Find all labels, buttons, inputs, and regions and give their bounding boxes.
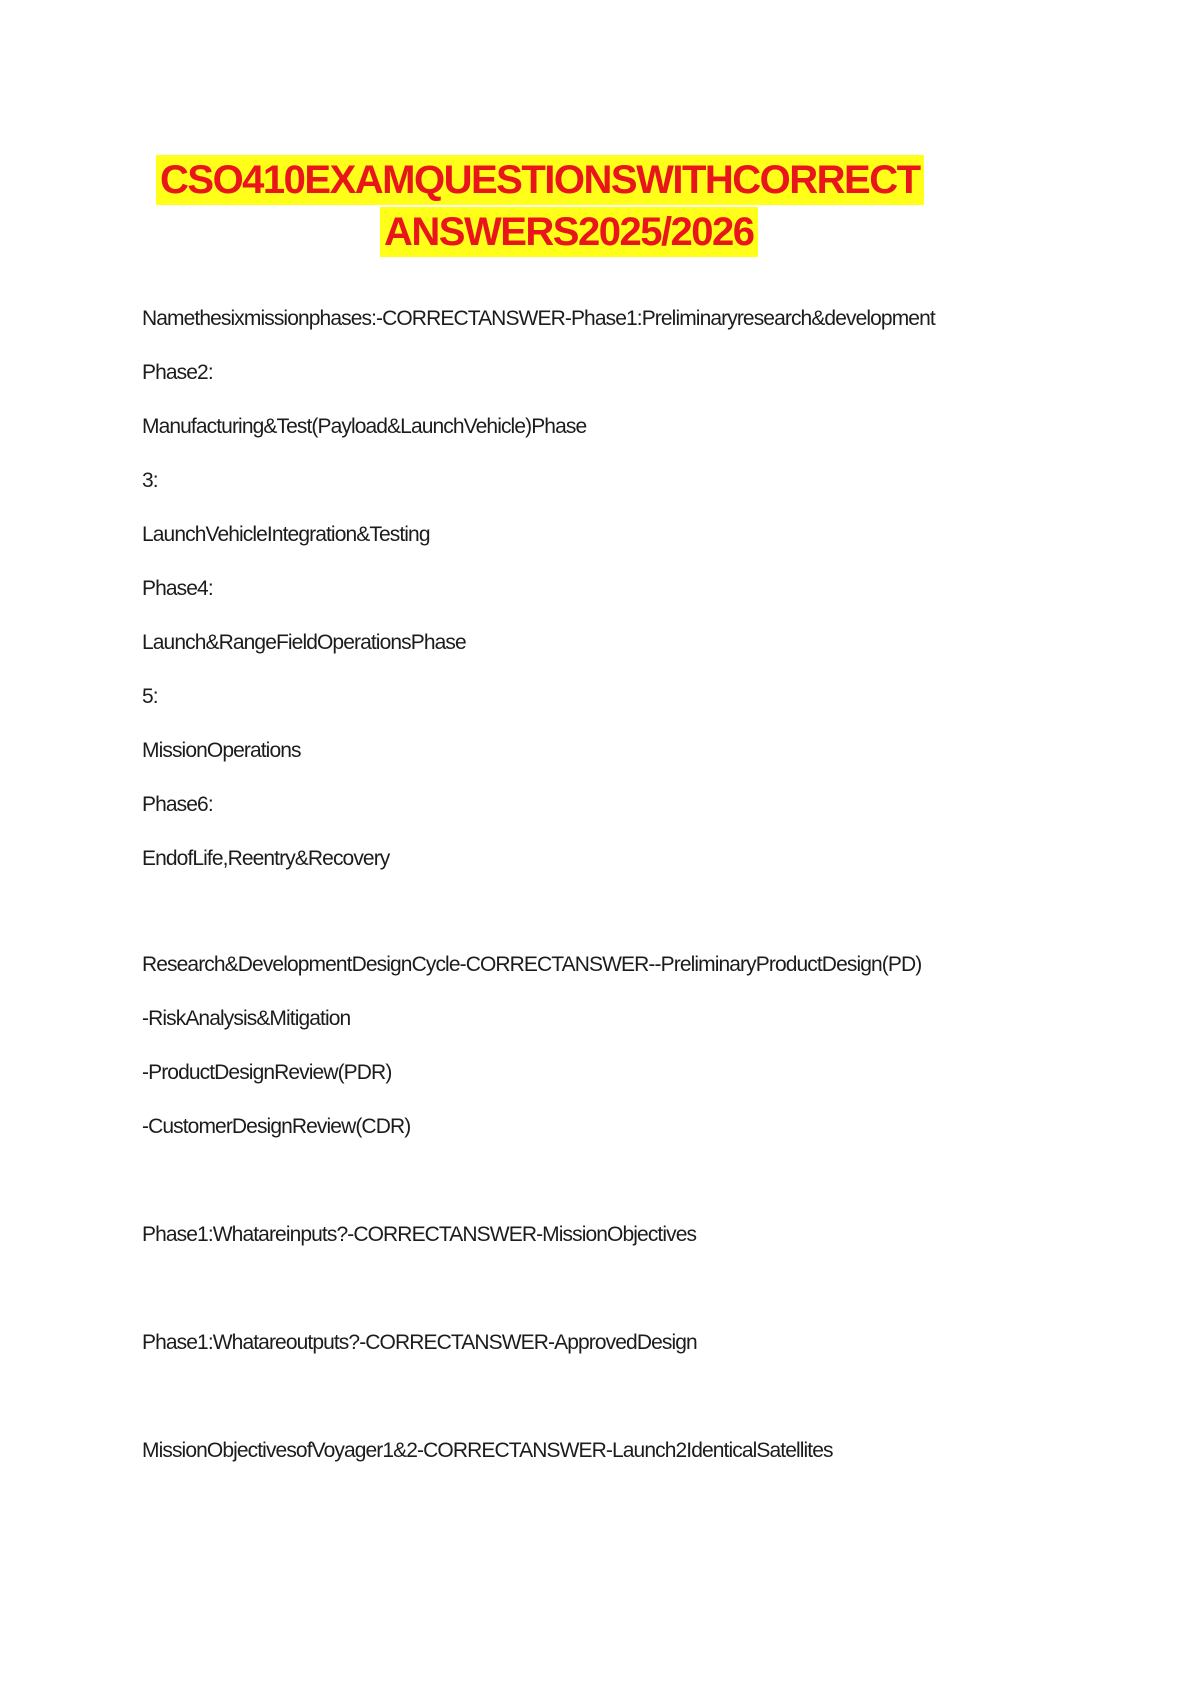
- question-line: MissionObjectivesofVoyager1&2-CORRECTANSWER-Launch2IdenticalSatellites: [142, 1439, 833, 1462]
- question-line: Phase1:Whatareoutputs?-CORRECTANSWER-ApprovedDesign: [142, 1331, 697, 1354]
- title-line-1: CSO410EXAMQUESTIONSWITHCORRECT: [156, 155, 924, 205]
- answer-line: Phase6:: [142, 793, 213, 816]
- answer-line: -RiskAnalysis&Mitigation: [142, 1007, 351, 1030]
- answer-line: 3:: [142, 469, 158, 492]
- answer-line: Phase4:: [142, 577, 213, 600]
- answer-line: MissionOperations: [142, 739, 301, 762]
- question-line: Namethesixmissionphases:-CORRECTANSWER-Phase1:Preliminaryresearch&development: [142, 307, 935, 330]
- answer-line: 5:: [142, 685, 158, 708]
- answer-line: Phase2:: [142, 361, 213, 384]
- title-line-2: ANSWERS2025/2026: [380, 207, 758, 257]
- answer-line: EndofLife,Reentry&Recovery: [142, 847, 390, 870]
- answer-line: -CustomerDesignReview(CDR): [142, 1115, 411, 1138]
- answer-line: LaunchVehicleIntegration&Testing: [142, 523, 430, 546]
- answer-line: -ProductDesignReview(PDR): [142, 1061, 392, 1084]
- answer-line: Manufacturing&Test(Payload&LaunchVehicle)Phase: [142, 415, 587, 438]
- answer-line: Launch&RangeFieldOperationsPhase: [142, 631, 466, 654]
- question-line: Phase1:Whatareinputs?-CORRECTANSWER-MissionObjectives: [142, 1223, 697, 1246]
- question-line: Research&DevelopmentDesignCycle-CORRECTANSWER--PreliminaryProductDesign(PD): [142, 953, 922, 976]
